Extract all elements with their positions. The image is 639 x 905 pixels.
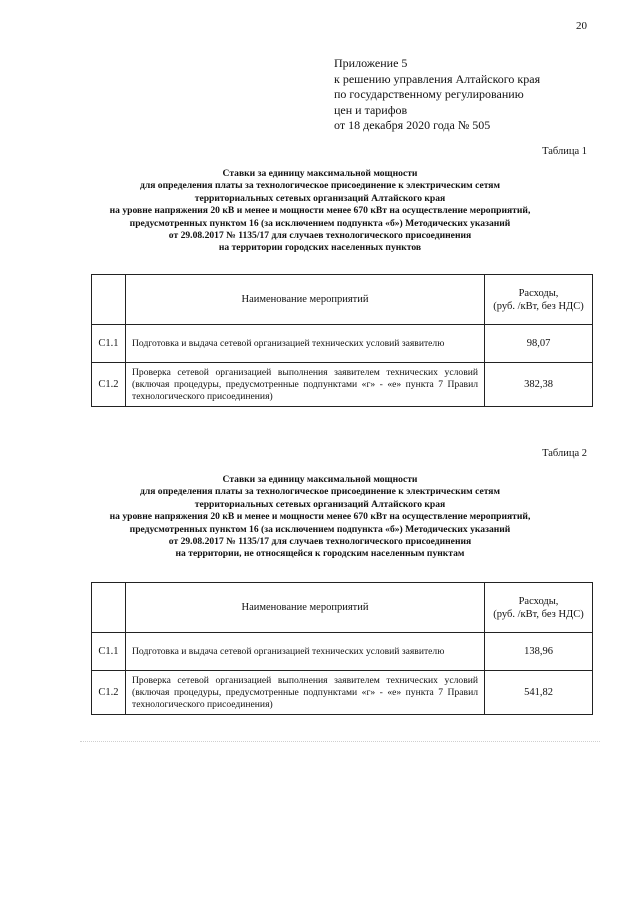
appendix-line: цен и тарифов [334,102,408,117]
appendix-line: от 18 декабря 2020 года № 505 [334,118,491,132]
value-header-cell [485,275,593,325]
table-1-label: Таблица 1 [542,146,587,157]
table-2-label: Таблица 2 [542,448,587,459]
code-header-cell [92,583,126,633]
row-value: 138,96 [485,633,593,671]
table-header-row [92,275,593,325]
table-row [92,671,593,715]
value-header-line: (руб. /кВт, без НДС) [493,608,584,620]
row-description: Проверка сетевой организацией выполнения заявителем технических условий (включая процедуры, предусмотренные подпунктами «г» - «е» пункта 7 Правил технологического присоединения) [126,363,485,407]
row-value: 541,82 [485,671,593,715]
row-code: С1.2 [92,671,126,715]
row-description: Подготовка и выдача сетевой организацией технических условий заявителю [126,325,485,363]
heading-line: для определения платы за технологическое присоединение к электрическим сетям [139,180,501,192]
table-1-heading [40,168,600,255]
value-header-line: Расходы, [518,287,559,299]
table-row [92,633,593,671]
table-row [92,363,593,407]
heading-line: для определения платы за технологическое присоединение к электрическим сетям [139,486,501,498]
table-header-row [92,583,593,633]
heading-line: территориальных сетевых организаций Алтайского края [194,498,446,510]
row-description: Подготовка и выдача сетевой организацией технических условий заявителю [126,633,485,671]
table-2 [91,582,593,715]
heading-line: территориальных сетевых организаций Алтайского края [194,192,446,204]
heading-line: на уровне напряжения 20 кВ и менее и мощности менее 670 кВт на осуществление мероприятий, [109,205,531,217]
heading-line: на территории, не относящейся к городским населенным пунктам [175,548,465,560]
row-value: 382,38 [485,363,593,407]
heading-line: от 29.08.2017 № 1135/17 для случаев технологического присоединения [168,230,472,242]
row-description: Проверка сетевой организацией выполнения заявителем технических условий (включая процедуры, предусмотренные подпунктами «г» - «е» пункта 7 Правил технологического присоединения) [126,671,485,715]
appendix-line: к решению управления Алтайского края [334,71,541,86]
table-2-heading [40,474,600,561]
row-code: С1.1 [92,633,126,671]
heading-line: предусмотренных пунктом 16 (за исключением подпункта «б») Методических указаний [129,523,511,535]
value-header-line: Расходы, [518,595,559,607]
appendix-line: по государственному регулированию [334,87,524,101]
code-header-cell [92,275,126,325]
appendix-line: Приложение 5 [334,56,408,70]
heading-line: от 29.08.2017 № 1135/17 для случаев технологического присоединения [168,536,472,548]
row-code: С1.1 [92,325,126,363]
heading-line: Ставки за единицу максимальной мощности [222,168,418,179]
value-header-cell [485,583,593,633]
heading-line: Ставки за единицу максимальной мощности [222,474,418,485]
heading-line: на уровне напряжения 20 кВ и менее и мощности менее 670 кВт на осуществление мероприятий, [109,511,531,523]
heading-line: предусмотренных пунктом 16 (за исключением подпункта «б») Методических указаний [129,217,511,229]
table-1 [91,274,593,407]
heading-line: на территории городских населенных пунктов [218,242,422,254]
value-header-line: (руб. /кВт, без НДС) [493,300,584,312]
row-value: 98,07 [485,325,593,363]
page-number: 20 [576,20,587,32]
name-header-cell: Наименование мероприятий [126,583,485,633]
table-row [92,325,593,363]
scan-artifact-line [80,741,600,742]
appendix-block [334,56,540,134]
name-header-cell: Наименование мероприятий [126,275,485,325]
row-code: С1.2 [92,363,126,407]
